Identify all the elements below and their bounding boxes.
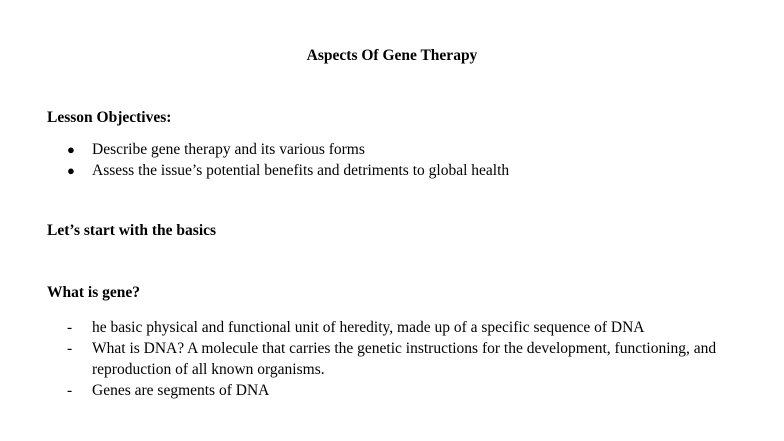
dash-icon: - (67, 319, 73, 336)
bullet-icon: ● (67, 163, 75, 178)
list-item (0, 139, 509, 160)
gene-heading: What is gene? (47, 284, 140, 301)
objective-text: Assess the issue’s potential benefits and detriments to global health (92, 162, 510, 179)
gene-point-text: Genes are segments of DNA (92, 382, 270, 399)
list-item (0, 160, 509, 181)
gene-points-list (0, 317, 752, 401)
objective-text: Describe gene therapy and its various forms (92, 141, 365, 158)
objectives-list (0, 139, 509, 181)
dash-icon: - (67, 340, 73, 357)
list-item (0, 338, 752, 380)
bullet-icon: ● (67, 142, 75, 157)
objectives-heading: Lesson Objectives: (47, 109, 172, 126)
gene-point-text: What is DNA? A molecule that carries the genetic instructions for the development, functioning, and reproduction of all known organisms. (92, 340, 717, 378)
document-title-text: Aspects Of Gene Therapy (306, 47, 478, 64)
basics-heading: Let’s start with the basics (47, 222, 217, 239)
list-item (0, 380, 752, 401)
list-item (0, 317, 752, 338)
gene-point-text: he basic physical and functional unit of heredity, made up of a specific sequence of DNA (92, 319, 645, 336)
document-title (0, 47, 784, 65)
dash-icon: - (67, 382, 73, 399)
